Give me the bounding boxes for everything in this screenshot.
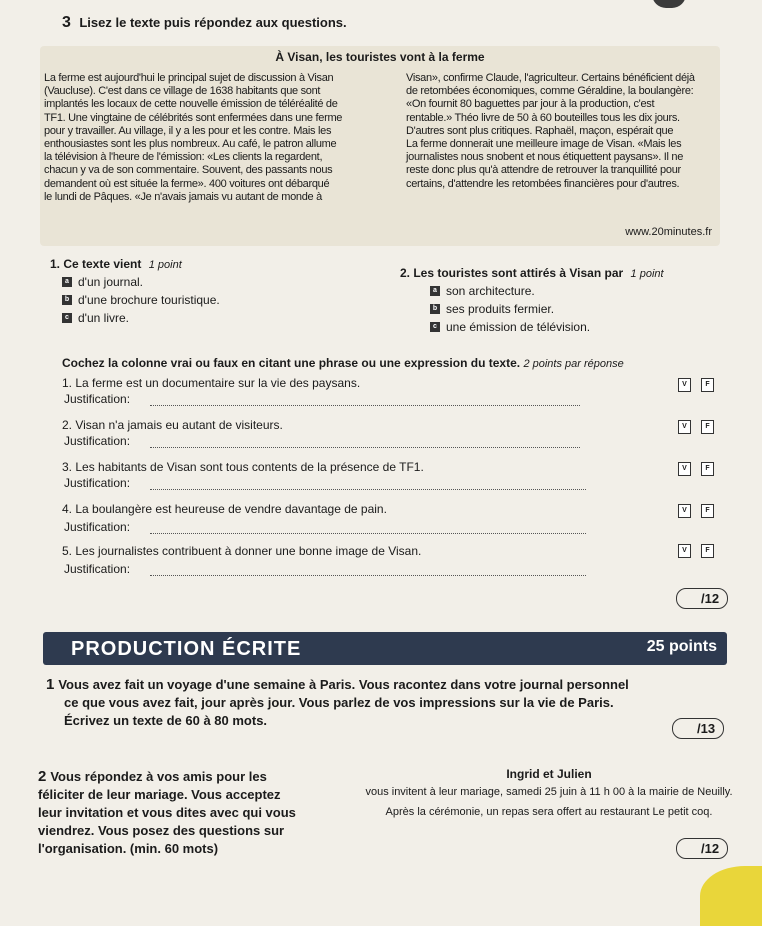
article-line: certains, d'attendre les retombées financières pour d'autres. — [406, 177, 680, 190]
article-box — [40, 46, 720, 246]
task-2 — [38, 768, 378, 858]
option-text: son architecture. — [446, 284, 535, 298]
invitation-line: vous invitent à leur mariage, samedi 25 juin à 11 h 00 à la mairie de Neuilly. — [365, 786, 733, 798]
article-line: Visan», confirme Claude, l'agriculteur. Certains bénéficient déjà — [406, 72, 695, 84]
vf-statement-2: 2. Visan n'a jamais eu autant de visiteurs. — [62, 418, 283, 432]
task-1-line: Écrivez un texte de 60 à 80 mots. — [64, 713, 268, 728]
article-line: implantés les locaux de cette nouvelle émission de téléréalité de — [44, 98, 338, 111]
article-line: rentable.» Théo livre de 50 à 60 bouteilles tous les dix jours. — [406, 111, 680, 124]
article-line: (Vaucluse). C'est dans ce village de 1638 habitants que sont — [44, 85, 321, 98]
task-1 — [46, 676, 736, 730]
justification-label: Justification: — [64, 476, 131, 490]
article-line: la télévision à l'heure de l'émission: «Les clients la regardent, — [44, 151, 323, 164]
vrai-checkbox[interactable]: V — [678, 462, 691, 476]
option-letter: a — [62, 277, 72, 287]
article-line: pour y travailler. Au village, il y a les pour et les contre. Mais les — [44, 124, 332, 137]
exercise-number: 3 — [62, 14, 71, 31]
justification-line[interactable] — [150, 488, 586, 490]
justification-line[interactable] — [150, 532, 586, 534]
justification-label: Justification: — [64, 520, 131, 534]
justification-label: Justification: — [64, 562, 131, 576]
question-1 — [50, 257, 220, 325]
question-2-points: 1 point — [630, 268, 664, 280]
article-line: D'autres sont plus critiques. Raphaël, maçon, espérait que — [406, 124, 674, 137]
article-line: chacun y va de son commentaire. Souvent, des passants nous — [44, 164, 333, 177]
vf-points: 2 points par réponse — [523, 358, 624, 370]
vf-statement-1: 1. La ferme est un documentaire sur la vie des paysans. — [62, 376, 361, 390]
exercise-title: Lisez le texte puis répondez aux questions. — [79, 15, 347, 30]
justification-line[interactable] — [150, 446, 580, 448]
vf-checkboxes-5 — [678, 544, 714, 558]
production-title: PRODUCTION ÉCRITE — [71, 638, 302, 660]
option-text: d'un livre. — [78, 311, 129, 325]
invitation-line: Après la cérémonie, un repas sera offert au restaurant Le petit coq. — [385, 806, 713, 818]
vf-checkboxes-1 — [678, 378, 714, 392]
task-1-score: /13 — [672, 718, 724, 739]
option-letter: c — [430, 322, 440, 332]
vf-statement-5: 5. Les journalistes contribuent à donner une bonne image de Visan. — [62, 544, 422, 558]
question-2-label: 2. Les touristes sont attirés à Visan par — [400, 266, 624, 280]
page-corner-badge — [652, 0, 686, 8]
article-column-2 — [406, 72, 718, 191]
justification-line[interactable] — [150, 404, 580, 406]
task-1-line: Vous avez fait un voyage d'une semaine à Paris. Vous racontez dans votre journal personnel — [58, 677, 629, 692]
article-line: enthousiastes sont les plus nombreux. Au café, le patron allume — [44, 138, 337, 151]
article-line: La ferme est aujourd'hui le principal sujet de discussion à Visan — [44, 72, 334, 84]
question-2-option-c[interactable] — [430, 320, 664, 334]
production-points: 25 points — [646, 638, 717, 655]
article-line: «On fournit 80 baguettes par jour à la production, c'est — [406, 98, 655, 111]
question-2 — [400, 266, 664, 334]
question-2-option-a[interactable] — [430, 284, 664, 298]
vf-checkboxes-4 — [678, 504, 714, 518]
decorative-corner — [700, 866, 762, 926]
vf-statement-4: 4. La boulangère est heureuse de vendre davantage de pain. — [62, 502, 387, 516]
option-text: d'un journal. — [78, 275, 144, 289]
justification-line[interactable] — [150, 574, 586, 576]
task-2-line: féliciter de leur mariage. Vous acceptez — [38, 787, 281, 802]
article-line: demandent où est située la ferme». 400 voitures ont débarqué — [44, 177, 330, 190]
task-2-line: leur invitation et vous dites avec qui vous — [38, 805, 296, 820]
faux-checkbox[interactable]: F — [701, 544, 714, 558]
faux-checkbox[interactable]: F — [701, 462, 714, 476]
vf-statement-3: 3. Les habitants de Visan sont tous contents de la présence de TF1. — [62, 460, 424, 474]
vrai-checkbox[interactable]: V — [678, 378, 691, 392]
question-2-option-b[interactable] — [430, 302, 664, 316]
question-1-option-c[interactable] — [62, 311, 220, 325]
option-letter: a — [430, 286, 440, 296]
wedding-invitation — [354, 766, 744, 820]
article-line: journalistes nous snobent et nous étiquettent paysans». Il ne — [406, 151, 684, 164]
article-line: reste donc plus qu'à attendre de retrouver la tranquillité pour — [406, 164, 681, 177]
vrai-checkbox[interactable]: V — [678, 420, 691, 434]
task-2-line: viendrez. Vous posez des questions sur — [38, 823, 285, 838]
article-column-1 — [44, 72, 384, 204]
option-letter: b — [430, 304, 440, 314]
production-banner — [43, 632, 727, 665]
question-1-label: 1. Ce texte vient — [50, 257, 142, 271]
article-line: de retombées économiques, comme Géraldine, la boulangère: — [406, 85, 694, 98]
vrai-checkbox[interactable]: V — [678, 544, 691, 558]
task-2-score: /12 — [676, 838, 728, 859]
article-line: le lundi de Pâques. «Je n'avais jamais vu autant de monde à — [44, 190, 322, 203]
task-2-line: Vous répondez à vos amis pour les — [50, 769, 267, 784]
faux-checkbox[interactable]: F — [701, 378, 714, 392]
option-text: d'une brochure touristique. — [78, 293, 220, 307]
option-text: ses produits fermier. — [446, 302, 555, 316]
vf-score: /12 — [676, 588, 728, 609]
question-1-option-b[interactable] — [62, 293, 220, 307]
vf-checkboxes-2 — [678, 420, 714, 434]
task-1-line: ce que vous avez fait, jour après jour. Vous parlez de vos impressions sur la vie de Paris. — [64, 695, 614, 710]
faux-checkbox[interactable]: F — [701, 504, 714, 518]
vf-instruction-row — [62, 356, 742, 370]
option-text: une émission de télévision. — [446, 320, 591, 334]
justification-label: Justification: — [64, 392, 131, 406]
exercise-header — [62, 14, 347, 32]
article-source: www.20minutes.fr — [625, 226, 712, 238]
article-line: La ferme donnerait une meilleure image de Visan. «Mais les — [406, 138, 682, 151]
invitation-title: Ingrid et Julien — [506, 767, 592, 781]
task-2-number: 2 — [38, 768, 47, 785]
option-letter: c — [62, 313, 72, 323]
vf-checkboxes-3 — [678, 462, 714, 476]
justification-label: Justification: — [64, 434, 131, 448]
question-1-points: 1 point — [148, 259, 182, 271]
article-line: TF1. Une vingtaine de célébrités sont enfermées dans une ferme — [44, 111, 343, 124]
vrai-checkbox[interactable]: V — [678, 504, 691, 518]
task-1-number: 1 — [46, 676, 55, 693]
question-1-option-a[interactable] — [62, 275, 220, 289]
article-title: À Visan, les touristes vont à la ferme — [275, 50, 485, 64]
task-2-line: l'organisation. (min. 60 mots) — [38, 841, 219, 856]
faux-checkbox[interactable]: F — [701, 420, 714, 434]
option-letter: b — [62, 295, 72, 305]
vf-instruction: Cochez la colonne vrai ou faux en citant une phrase ou une expression du texte. — [62, 356, 521, 370]
